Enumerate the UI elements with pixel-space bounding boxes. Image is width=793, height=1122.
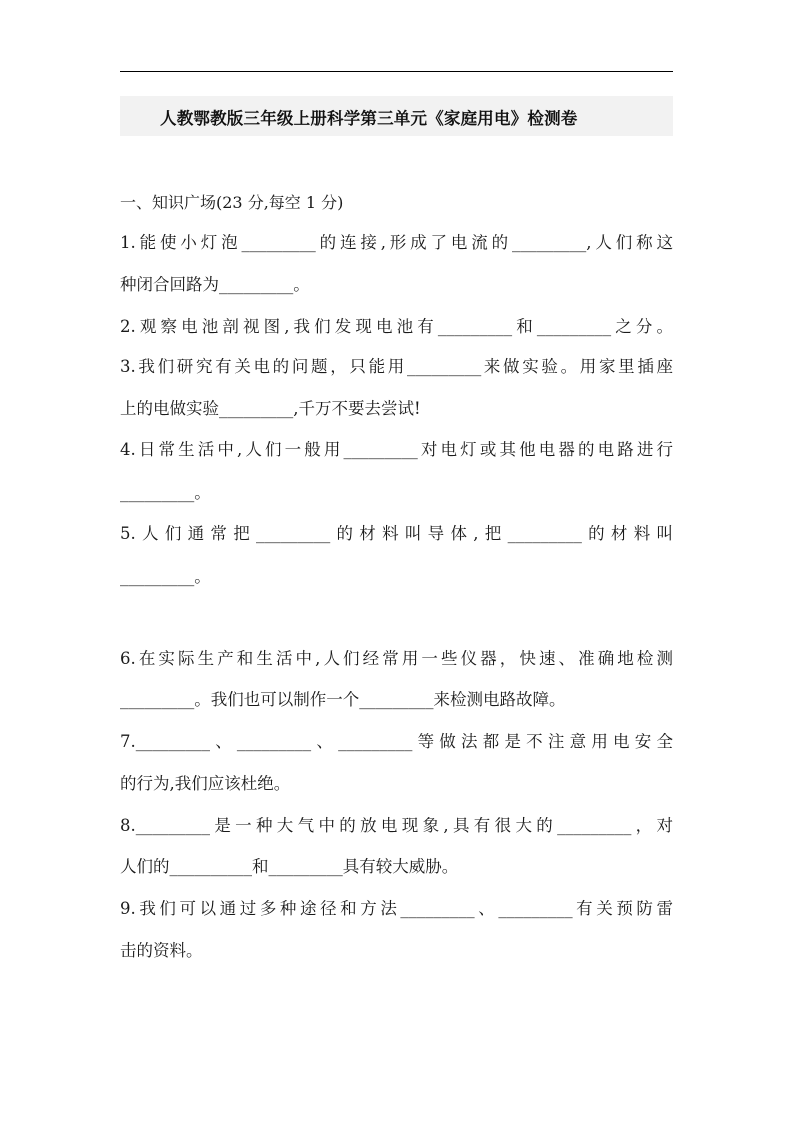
question-line: 8._________是一种大气中的放电现象,具有很大的_________，对	[120, 816, 673, 835]
question-line: 上的电做实验_________,千万不要去尝试!	[120, 399, 421, 418]
question-line: 6.在实际生产和生活中,人们经常用一些仪器，快速、准确地检测	[120, 649, 673, 668]
question-line: 人们的__________和_________具有较大威胁。	[120, 857, 459, 876]
header-rule	[120, 71, 673, 72]
question-line: 7._________、_________、_________等做法都是不注意用电安全	[120, 732, 673, 751]
question-line: 5.人们通常把_________的材料叫导体,把_________的材料叫	[120, 524, 673, 543]
question-line: 3.我们研究有关电的问题，只能用_________来做实验。用家里插座	[120, 357, 673, 376]
question-line: 种闭合回路为_________。	[120, 275, 310, 294]
question-line: 9.我们可以通过多种途径和方法_________、_________有关预防雷	[120, 899, 673, 918]
question-line: 的行为,我们应该杜绝。	[120, 774, 291, 793]
page-title: 人教鄂教版三年级上册科学第三单元《家庭用电》检测卷	[160, 109, 578, 128]
question-line: _________。	[120, 567, 211, 586]
question-line: _________。	[120, 483, 211, 502]
question-line: 2.观察电池剖视图,我们发现电池有_________和_________之分。	[120, 317, 673, 336]
section-heading: 一、知识广场(23 分,每空 1 分)	[120, 193, 344, 212]
question-line: _________。我们也可以制作一个_________来检测电路故障。	[120, 690, 566, 709]
question-line: 1.能使小灯泡_________的连接,形成了电流的_________,人们称这	[120, 233, 673, 252]
question-line: 击的资料。	[120, 941, 203, 960]
question-line: 4.日常生活中,人们一般用_________对电灯或其他电器的电路进行	[120, 440, 673, 459]
